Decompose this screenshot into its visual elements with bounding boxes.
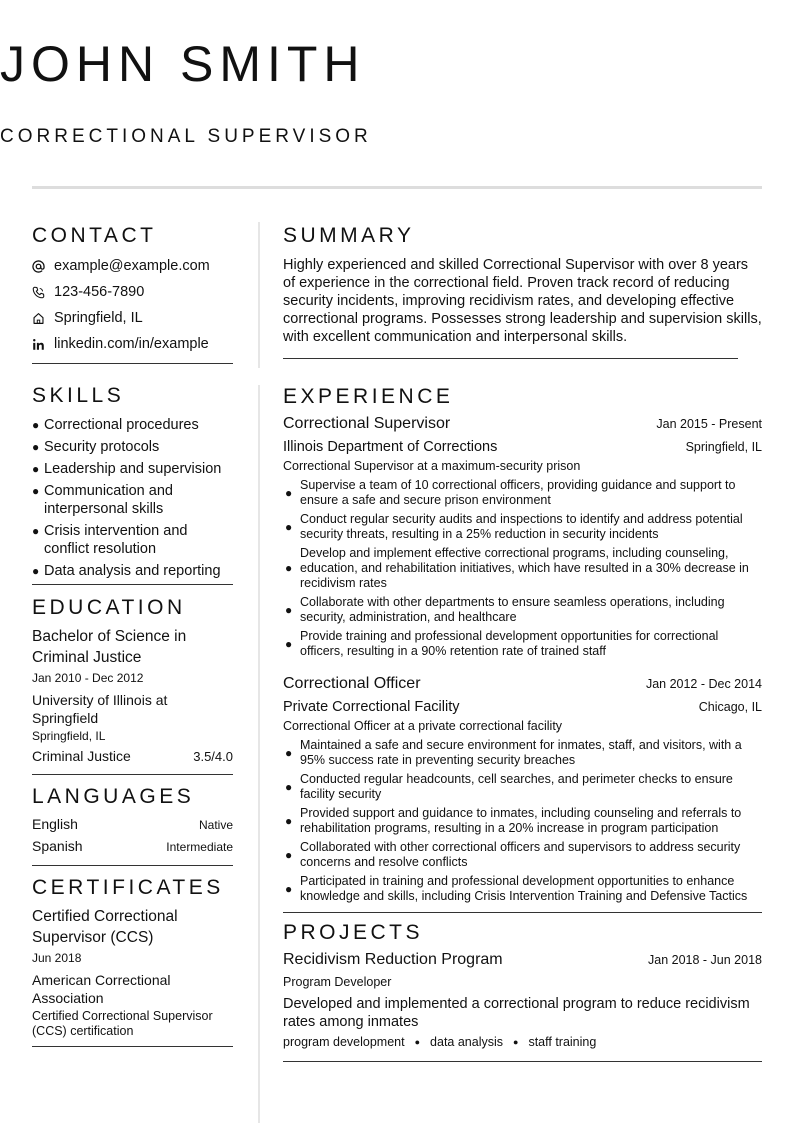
contact-divider [32,363,233,364]
experience-divider [283,912,762,913]
job-header [283,413,762,435]
certificate-desc: Certified Correctional Supervisor (CCS) certification [32,1009,213,1038]
contact-linkedin-text: linkedin.com/in/example [54,336,209,352]
language-level: Native [198,818,233,832]
bullet-icon: ● [32,462,40,476]
education-institution: University of Illinois at Springfield [32,692,168,726]
job-role: Correctional Officer [283,675,421,692]
project-dates: Jan 2018 - Jun 2018 [648,953,762,967]
skill-text: Security protocols [44,439,160,455]
education-heading: EDUCATION [32,596,186,619]
job-bullet-text: Conducted regular headcounts, cell searches, and perimeter checks to ensure facility security [300,772,733,801]
education-dates: Jan 2010 - Dec 2012 [32,671,144,685]
job-header [283,673,762,695]
left-column [32,222,233,1047]
contact-email[interactable] [32,253,233,279]
job-company: Illinois Department of Corrections [283,439,498,455]
job-bullet-text: Maintained a safe and secure environment for inmates, staff, and visitors, with a 95% success rate in preventing security breaches [300,738,742,767]
bullet-icon: ● [32,484,40,498]
certificates-section [32,874,233,1047]
language-name: Spanish [32,838,83,854]
skill-item [32,522,233,558]
projects-section [283,919,762,1062]
project-tag: staff training [528,1035,597,1049]
job-bullet [283,840,762,870]
skill-text: Correctional procedures [44,417,199,433]
job-entry [283,413,762,659]
language-name: English [32,816,78,832]
bullet-icon: ● [32,440,40,454]
education-divider [32,774,233,775]
certificate-name: American Correctional Association [32,972,171,1006]
candidate-name: JOHN SMITH [0,36,366,92]
project-tags [283,1033,762,1051]
education-section [32,594,233,775]
projects-divider [283,1061,762,1062]
job-bullet-text: Collaborate with other departments to ensure seamless operations, including security, administration, and healthcare [300,595,725,624]
job-bullet [283,512,762,542]
skill-text: Data analysis and reporting [44,563,221,579]
skill-item [32,482,233,518]
education-location: Springfield, IL [32,729,106,743]
job-dates: Jan 2012 - Dec 2014 [645,677,762,691]
skill-item [32,460,233,478]
education-field: Criminal Justice [32,748,131,764]
candidate-title: CORRECTIONAL SUPERVISOR [0,126,372,147]
project-tag: data analysis [430,1035,504,1049]
column-divider-bottom [258,385,260,1123]
job-company-row [283,697,762,717]
home-icon [32,312,54,325]
contact-location-text: Springfield, IL [54,310,143,326]
bullet-icon: ● [285,561,293,575]
job-bullet-text: Provided support and guidance to inmates, including counseling and referrals to rehabilitation programs, resulting in a 20% increase in program participation [300,806,742,835]
language-row [32,816,233,838]
job-description: Correctional Officer at a private correctional facility [283,719,563,733]
bullet-icon: ● [32,418,40,432]
experience-section [283,383,762,913]
project-description: Developed and implemented a correctional program to reduce recidivism rates among inmates [283,996,750,1030]
skill-item [32,562,233,580]
job-company: Private Correctional Facility [283,699,460,715]
job-location: Chicago, IL [698,700,762,714]
job-bullet [283,806,762,836]
project-role: Program Developer [283,975,392,989]
contact-phone[interactable] [32,279,233,305]
certificates-heading: CERTIFICATES [32,876,224,899]
job-bullet-text: Conduct regular security audits and inspections to identify and address potential security threats, resulting in a 25% reduction in security incidents [300,512,743,541]
skills-heading: SKILLS [32,384,125,407]
experience-heading: EXPERIENCE [283,385,454,408]
summary-divider [283,358,738,359]
tag-separator-icon: ● [513,1037,519,1047]
bullet-icon: ● [285,780,293,794]
job-bullet [283,772,762,802]
language-row [32,838,233,860]
bullet-icon: ● [285,486,293,500]
job-bullet-text: Provide training and professional development opportunities for correctional officers, resulting in a 90% retention rate of trained staff [300,629,719,658]
skill-text: Communication and interpersonal skills [44,483,173,517]
education-field-row [32,747,233,765]
projects-heading: PROJECTS [283,921,424,944]
bullet-icon: ● [285,603,293,617]
job-bullet [283,629,762,659]
tag-separator-icon: ● [414,1037,421,1047]
bullet-icon: ● [32,524,40,538]
column-divider-top [258,222,260,368]
job-bullet [283,595,762,625]
job-bullet [283,738,762,768]
language-level: Intermediate [166,840,233,854]
project-name: Recidivism Reduction Program [283,951,503,968]
job-bullet-text: Participated in training and professional development opportunities to enhance knowledge and skills, including Crisis Intervention Training and Defensive Tactics [300,874,748,903]
certificates-divider [32,1046,233,1047]
job-bullet [283,546,762,591]
job-bullet-text: Develop and implement effective correctional programs, including counseling, education, and rehabilitation initiatives, which have resulted in a 30% decrease in recidivism rates [300,546,749,590]
languages-section [32,783,233,866]
contact-phone-text: 123-456-7890 [54,284,145,300]
project-header [283,949,762,971]
job-role: Correctional Supervisor [283,415,451,432]
project-tag: program development [283,1035,405,1049]
bullet-icon: ● [32,564,40,578]
contact-section [32,222,233,364]
at-icon [32,260,54,273]
languages-divider [32,865,233,866]
job-entry [283,673,762,904]
summary-text: Highly experienced and skilled Correctional Supervisor with over 8 years of experience in the correctional field. Proven track record of reducing security incidents, improving recidivism rates, and developing effective correctional programs. Possesses strong leadership and supervision skills, with excellent communication and interpersonal skills. [283,257,762,345]
skill-item [32,416,233,434]
job-dates: Jan 2015 - Present [656,417,762,431]
skill-text: Leadership and supervision [44,461,222,477]
languages-heading: LANGUAGES [32,785,195,808]
contact-location [32,305,233,331]
summary-section [283,222,762,359]
skills-divider [32,584,233,585]
header-divider [32,186,762,189]
skills-section [32,382,233,585]
education-gpa: 3.5/4.0 [193,749,233,764]
right-column [283,222,762,1062]
contact-email-text: example@example.com [54,258,210,274]
job-description: Correctional Supervisor at a maximum-security prison [283,459,581,473]
job-location: Springfield, IL [685,440,762,454]
certificate-name: Certified Correctional Supervisor (CCS) [32,908,178,946]
job-bullet-text: Collaborated with other correctional officers and supervisors to address security concerns and resolve conflicts [300,840,741,869]
job-bullet [283,874,762,904]
contact-heading: CONTACT [32,224,157,247]
bullet-icon: ● [285,814,293,828]
job-company-row [283,437,762,457]
certificate-date: Jun 2018 [32,951,82,965]
bullet-icon: ● [285,520,293,534]
bullet-icon: ● [285,848,293,862]
linkedin-icon [32,338,54,351]
skill-text: Crisis intervention and conflict resolution [44,523,188,557]
job-bullet [283,478,762,508]
skill-item [32,438,233,456]
contact-linkedin[interactable] [32,331,233,357]
job-bullet-text: Supervise a team of 10 correctional officers, providing guidance and support to ensure a safe and secure prison environment [300,478,736,507]
education-degree: Bachelor of Science in Criminal Justice [32,628,187,666]
phone-icon [32,286,54,299]
bullet-icon: ● [285,746,293,760]
bullet-icon: ● [285,637,293,651]
summary-heading: SUMMARY [283,224,415,247]
bullet-icon: ● [285,882,293,896]
